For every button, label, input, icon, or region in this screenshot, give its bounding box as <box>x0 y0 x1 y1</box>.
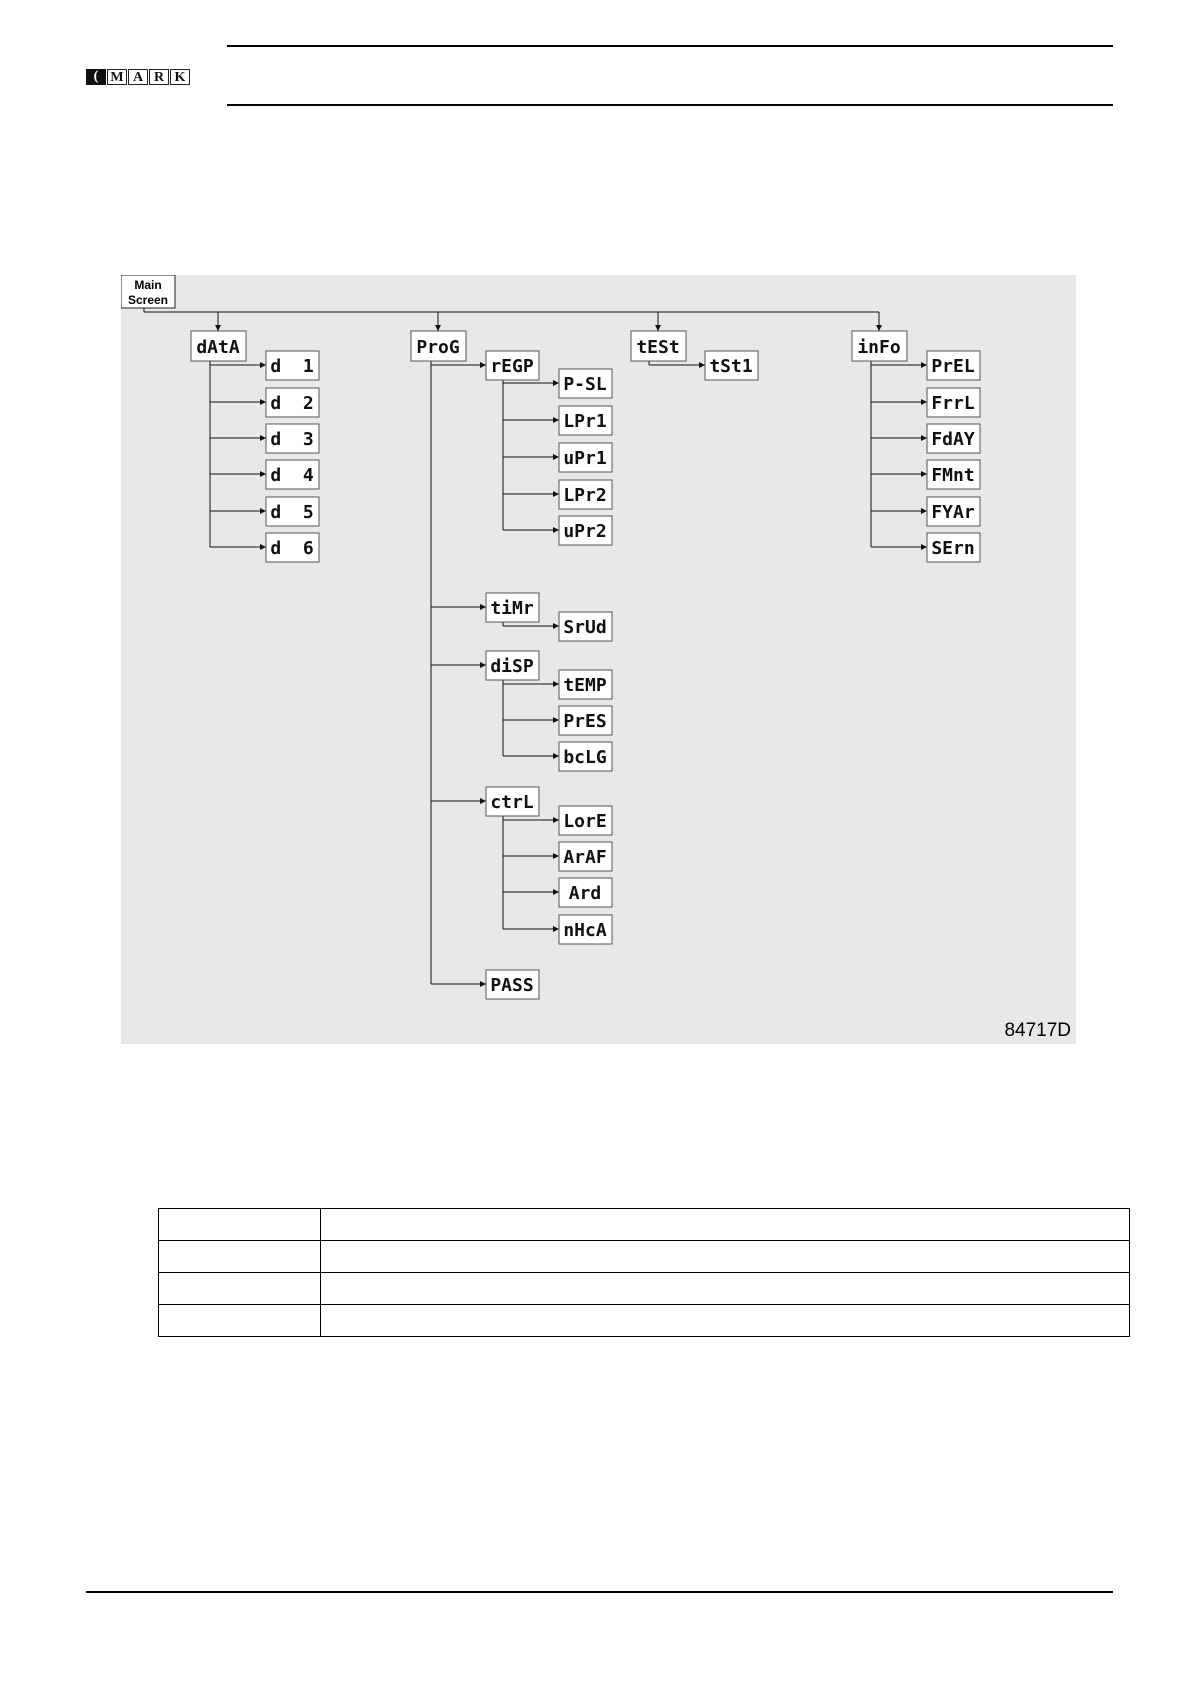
figure-id: 84717D <box>1004 1020 1071 1041</box>
arrow-right-icon <box>553 380 559 386</box>
arrow-right-icon <box>553 717 559 723</box>
data-item <box>266 388 319 417</box>
ctrl-item-label: ArAF <box>563 847 607 868</box>
prog-submenu-timr <box>486 593 539 622</box>
ctrl-item-label: Ard <box>568 883 602 904</box>
regp-item <box>559 443 612 472</box>
table-cell <box>321 1273 1130 1305</box>
regp-item <box>559 406 612 435</box>
arrow-right-icon <box>480 662 486 668</box>
table-row <box>159 1241 1130 1273</box>
header-rule-top <box>227 45 1113 47</box>
logo-letter: M <box>107 69 127 85</box>
data-item <box>266 533 319 562</box>
disp-item <box>559 706 612 735</box>
regp-item-label: LPr1 <box>563 411 607 432</box>
disp-item <box>559 670 612 699</box>
main-screen-label-line1: Main <box>134 278 162 292</box>
footer-rule <box>86 1591 1113 1593</box>
test-item <box>705 351 758 380</box>
regp-item-label: LPr2 <box>563 485 607 506</box>
disp-item-label: PrES <box>563 711 607 732</box>
ctrl-item <box>559 878 612 907</box>
menu-info <box>852 331 907 361</box>
arrow-right-icon <box>921 471 927 477</box>
main-screen-label-line2: Screen <box>127 293 169 307</box>
info-item <box>927 351 980 380</box>
arrow-right-icon <box>553 491 559 497</box>
ctrl-item-label: nHcA <box>563 920 607 941</box>
info-item-label: SErn <box>931 538 975 559</box>
info-item-label: PrEL <box>931 356 975 377</box>
prog-submenu-disp <box>486 651 539 680</box>
arrow-right-icon <box>921 508 927 514</box>
disp-item-label: bcLG <box>563 747 607 768</box>
arrow-right-icon <box>553 623 559 629</box>
prog-submenu-ctrl <box>486 787 539 816</box>
regp-item-label: P-SL <box>563 374 607 395</box>
info-item <box>927 497 980 526</box>
ctrl-item <box>559 915 612 944</box>
arrow-right-icon <box>553 926 559 932</box>
table-cell <box>159 1305 321 1337</box>
arrow-right-icon <box>553 681 559 687</box>
data-item-label: d 4 <box>270 465 314 486</box>
arrow-right-icon <box>921 435 927 441</box>
arrow-right-icon <box>260 399 266 405</box>
arrow-right-icon <box>480 981 486 987</box>
arrow-right-icon <box>260 471 266 477</box>
regp-item-label: uPr2 <box>563 521 607 542</box>
menu-info-label: inFo <box>857 337 901 358</box>
table-cell <box>321 1241 1130 1273</box>
brand-logo <box>86 69 191 85</box>
data-item-label: d 6 <box>270 538 314 559</box>
menu-data-label: dAtA <box>196 337 240 358</box>
info-item-label: FYAr <box>931 502 975 523</box>
prog-submenu-regp <box>486 351 539 380</box>
prog-submenu-pass <box>486 970 539 999</box>
table-cell <box>321 1209 1130 1241</box>
data-item-label: d 5 <box>270 502 314 523</box>
data-item <box>266 424 319 453</box>
data-item-label: d 1 <box>270 356 314 377</box>
menu-structure-diagram <box>121 275 1076 1044</box>
arrow-down-icon <box>655 325 661 331</box>
arrow-right-icon <box>553 753 559 759</box>
menu-prog <box>411 331 466 361</box>
arrow-right-icon <box>553 817 559 823</box>
arrow-right-icon <box>260 508 266 514</box>
regp-item <box>559 480 612 509</box>
arrow-right-icon <box>553 889 559 895</box>
main-screen-node <box>121 275 175 308</box>
data-item-label: d 2 <box>270 393 314 414</box>
arrow-right-icon <box>553 454 559 460</box>
submenu-label: PASS <box>490 975 534 996</box>
connector-lines <box>144 308 927 987</box>
menu-test-label: tESt <box>636 337 680 358</box>
arrow-right-icon <box>553 417 559 423</box>
regp-item <box>559 516 612 545</box>
disp-item-label: tEMP <box>563 675 607 696</box>
info-item-label: FrrL <box>931 393 975 414</box>
table-row <box>159 1273 1130 1305</box>
table-row <box>159 1305 1130 1337</box>
timr-item-label: SrUd <box>563 617 607 638</box>
logo-mark: ( <box>86 69 106 85</box>
arrow-right-icon <box>480 798 486 804</box>
ctrl-item <box>559 842 612 871</box>
menu-data <box>191 331 246 361</box>
data-item-label: d 3 <box>270 429 314 450</box>
regp-item-label: uPr1 <box>563 448 607 469</box>
arrow-down-icon <box>876 325 882 331</box>
submenu-label: diSP <box>490 656 534 677</box>
info-item <box>927 460 980 489</box>
info-item-label: FdAY <box>931 429 975 450</box>
test-item-label: tSt1 <box>709 356 753 377</box>
disp-item <box>559 742 612 771</box>
data-item <box>266 460 319 489</box>
arrow-right-icon <box>260 435 266 441</box>
ctrl-item-label: LorE <box>563 811 607 832</box>
table-cell <box>159 1241 321 1273</box>
logo-letter: R <box>149 69 169 85</box>
submenu-label: tiMr <box>490 598 534 619</box>
arrow-right-icon <box>921 399 927 405</box>
arrow-right-icon <box>553 527 559 533</box>
table-cell <box>159 1273 321 1305</box>
arrow-down-icon <box>435 325 441 331</box>
menu-prog-label: ProG <box>416 337 460 358</box>
info-item-label: FMnt <box>931 465 975 486</box>
table-cell <box>159 1209 321 1241</box>
submenu-label: ctrL <box>490 792 534 813</box>
data-item <box>266 497 319 526</box>
info-item <box>927 533 980 562</box>
logo-letter: K <box>170 69 190 85</box>
arrow-down-icon <box>215 325 221 331</box>
arrow-right-icon <box>260 362 266 368</box>
timr-item <box>559 612 612 641</box>
arrow-right-icon <box>260 544 266 550</box>
info-item <box>927 388 980 417</box>
arrow-right-icon <box>921 362 927 368</box>
table-row <box>159 1209 1130 1241</box>
info-item <box>927 424 980 453</box>
logo-letter: A <box>128 69 148 85</box>
menu-test <box>631 331 686 361</box>
arrow-right-icon <box>921 544 927 550</box>
header-rule-bottom <box>227 104 1113 106</box>
arrow-right-icon <box>480 362 486 368</box>
arrow-right-icon <box>553 853 559 859</box>
arrow-right-icon <box>480 604 486 610</box>
info-table <box>158 1208 1130 1337</box>
regp-item <box>559 369 612 398</box>
table-cell <box>321 1305 1130 1337</box>
data-item <box>266 351 319 380</box>
arrow-right-icon <box>699 362 705 368</box>
ctrl-item <box>559 806 612 835</box>
submenu-label: rEGP <box>490 356 534 377</box>
